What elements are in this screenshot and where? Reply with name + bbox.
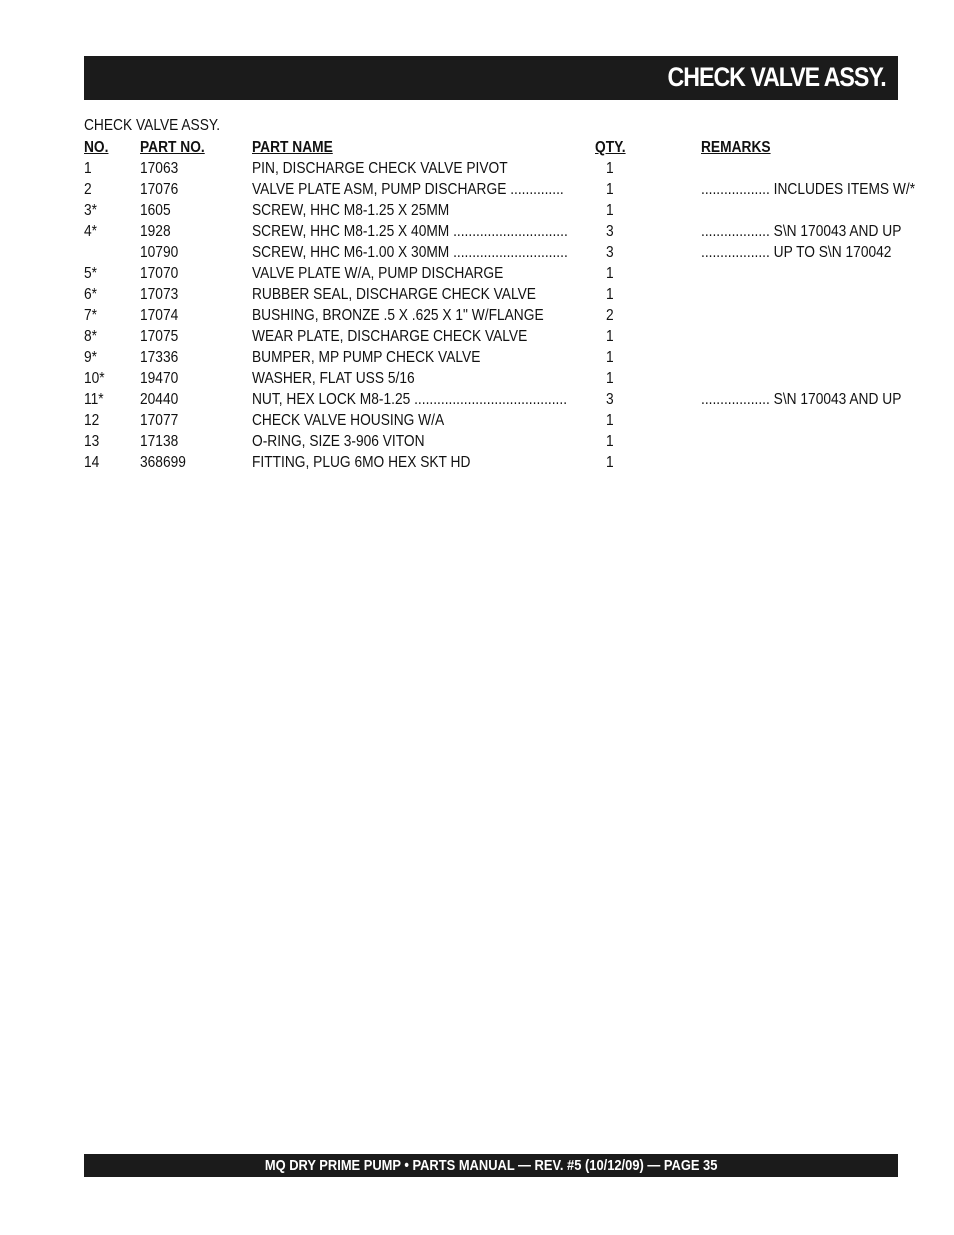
row-no: 5* — [84, 265, 98, 282]
table-row — [84, 348, 884, 369]
row-qty: 1 — [606, 202, 614, 219]
row-no: 13 — [84, 433, 100, 450]
row-remarks: .................. UP TO S\N 170042 — [701, 244, 892, 261]
row-part-no: 368699 — [140, 454, 186, 471]
row-qty: 1 — [606, 349, 614, 366]
row-part-name: PIN, DISCHARGE CHECK VALVE PIVOT — [252, 160, 508, 177]
header-remarks: REMARKS — [701, 139, 771, 156]
table-row — [84, 453, 884, 474]
row-no: 3* — [84, 202, 98, 219]
table-row — [84, 159, 884, 180]
table-row — [84, 201, 884, 222]
parts-table — [84, 138, 916, 474]
table-row — [84, 411, 884, 432]
row-remarks: .................. S\N 170043 AND UP — [701, 391, 902, 408]
row-part-name: BUSHING, BRONZE .5 X .625 X 1" W/FLANGE — [252, 307, 544, 324]
row-part-name: VALVE PLATE W/A, PUMP DISCHARGE — [252, 265, 504, 282]
row-no: 1 — [84, 160, 92, 177]
row-part-no: 17075 — [140, 328, 179, 345]
row-part-no: 1605 — [140, 202, 171, 219]
row-no: 12 — [84, 412, 100, 429]
row-qty: 1 — [606, 370, 614, 387]
row-part-name: WEAR PLATE, DISCHARGE CHECK VALVE — [252, 328, 528, 345]
row-part-no: 1928 — [140, 223, 171, 240]
row-part-name: NUT, HEX LOCK M8-1.25 ........................................ — [252, 391, 568, 408]
row-part-name: SCREW, HHC M8-1.25 X 25MM — [252, 202, 450, 219]
row-remarks: .................. INCLUDES ITEMS W/* — [701, 181, 916, 198]
row-part-no: 17063 — [140, 160, 179, 177]
row-part-no: 20440 — [140, 391, 179, 408]
row-qty: 1 — [606, 181, 614, 198]
row-part-no: 17138 — [140, 433, 179, 450]
row-part-no: 17077 — [140, 412, 179, 429]
row-part-no: 17073 — [140, 286, 179, 303]
table-header-row — [84, 138, 884, 159]
row-remarks: .................. S\N 170043 AND UP — [701, 223, 902, 240]
row-qty: 1 — [606, 433, 614, 450]
table-row — [84, 390, 902, 411]
row-part-name: SCREW, HHC M6-1.00 X 30MM .............................. — [252, 244, 568, 261]
row-qty: 3 — [606, 223, 614, 240]
row-part-name: VALVE PLATE ASM, PUMP DISCHARGE .............. — [252, 181, 564, 198]
table-row — [84, 264, 884, 285]
row-no: 4* — [84, 223, 98, 240]
row-no: 9* — [84, 349, 98, 366]
row-qty: 1 — [606, 454, 614, 471]
row-part-name: WASHER, FLAT USS 5/16 — [252, 370, 415, 387]
table-row — [84, 180, 916, 201]
section-label: CHECK VALVE ASSY. — [84, 117, 221, 134]
row-part-no: 10790 — [140, 244, 179, 261]
row-qty: 3 — [606, 391, 614, 408]
row-part-name: BUMPER, MP PUMP CHECK VALVE — [252, 349, 481, 366]
row-no: 11* — [84, 391, 104, 408]
row-part-name: O-RING, SIZE 3-906 VITON — [252, 433, 425, 450]
header-qty: QTY. — [595, 139, 626, 156]
row-part-no: 17336 — [140, 349, 179, 366]
row-qty: 1 — [606, 265, 614, 282]
table-row — [84, 369, 884, 390]
page-title: CHECK VALVE ASSY. — [667, 62, 886, 92]
table-row — [84, 285, 884, 306]
row-qty: 1 — [606, 160, 614, 177]
row-no: 2 — [84, 181, 92, 198]
page-footer — [84, 1154, 898, 1177]
row-qty: 2 — [606, 307, 614, 324]
row-part-no: 17070 — [140, 265, 179, 282]
row-part-name: FITTING, PLUG 6MO HEX SKT HD — [252, 454, 471, 471]
row-no: 8* — [84, 328, 98, 345]
row-qty: 1 — [606, 412, 614, 429]
table-row — [84, 222, 902, 243]
row-no: 7* — [84, 307, 98, 324]
footer-text: MQ DRY PRIME PUMP • PARTS MANUAL — REV. #5 (10/12/09) — PAGE 35 — [264, 1157, 718, 1174]
row-no: 14 — [84, 454, 100, 471]
header-part-name: PART NAME — [252, 139, 333, 156]
table-row — [84, 432, 884, 453]
header-part-no: PART NO. — [140, 139, 205, 156]
row-qty: 1 — [606, 328, 614, 345]
row-part-name: RUBBER SEAL, DISCHARGE CHECK VALVE — [252, 286, 536, 303]
header-no: NO. — [84, 139, 109, 156]
page-title-bar — [84, 56, 898, 100]
row-part-no: 17074 — [140, 307, 179, 324]
table-row — [84, 327, 884, 348]
row-no: 6* — [84, 286, 98, 303]
row-qty: 1 — [606, 286, 614, 303]
table-row — [84, 243, 892, 264]
row-part-name: CHECK VALVE HOUSING W/A — [252, 412, 445, 429]
row-no: 10* — [84, 370, 105, 387]
table-row — [84, 306, 884, 327]
row-part-no: 19470 — [140, 370, 179, 387]
row-part-name: SCREW, HHC M8-1.25 X 40MM .............................. — [252, 223, 568, 240]
row-part-no: 17076 — [140, 181, 179, 198]
row-qty: 3 — [606, 244, 614, 261]
